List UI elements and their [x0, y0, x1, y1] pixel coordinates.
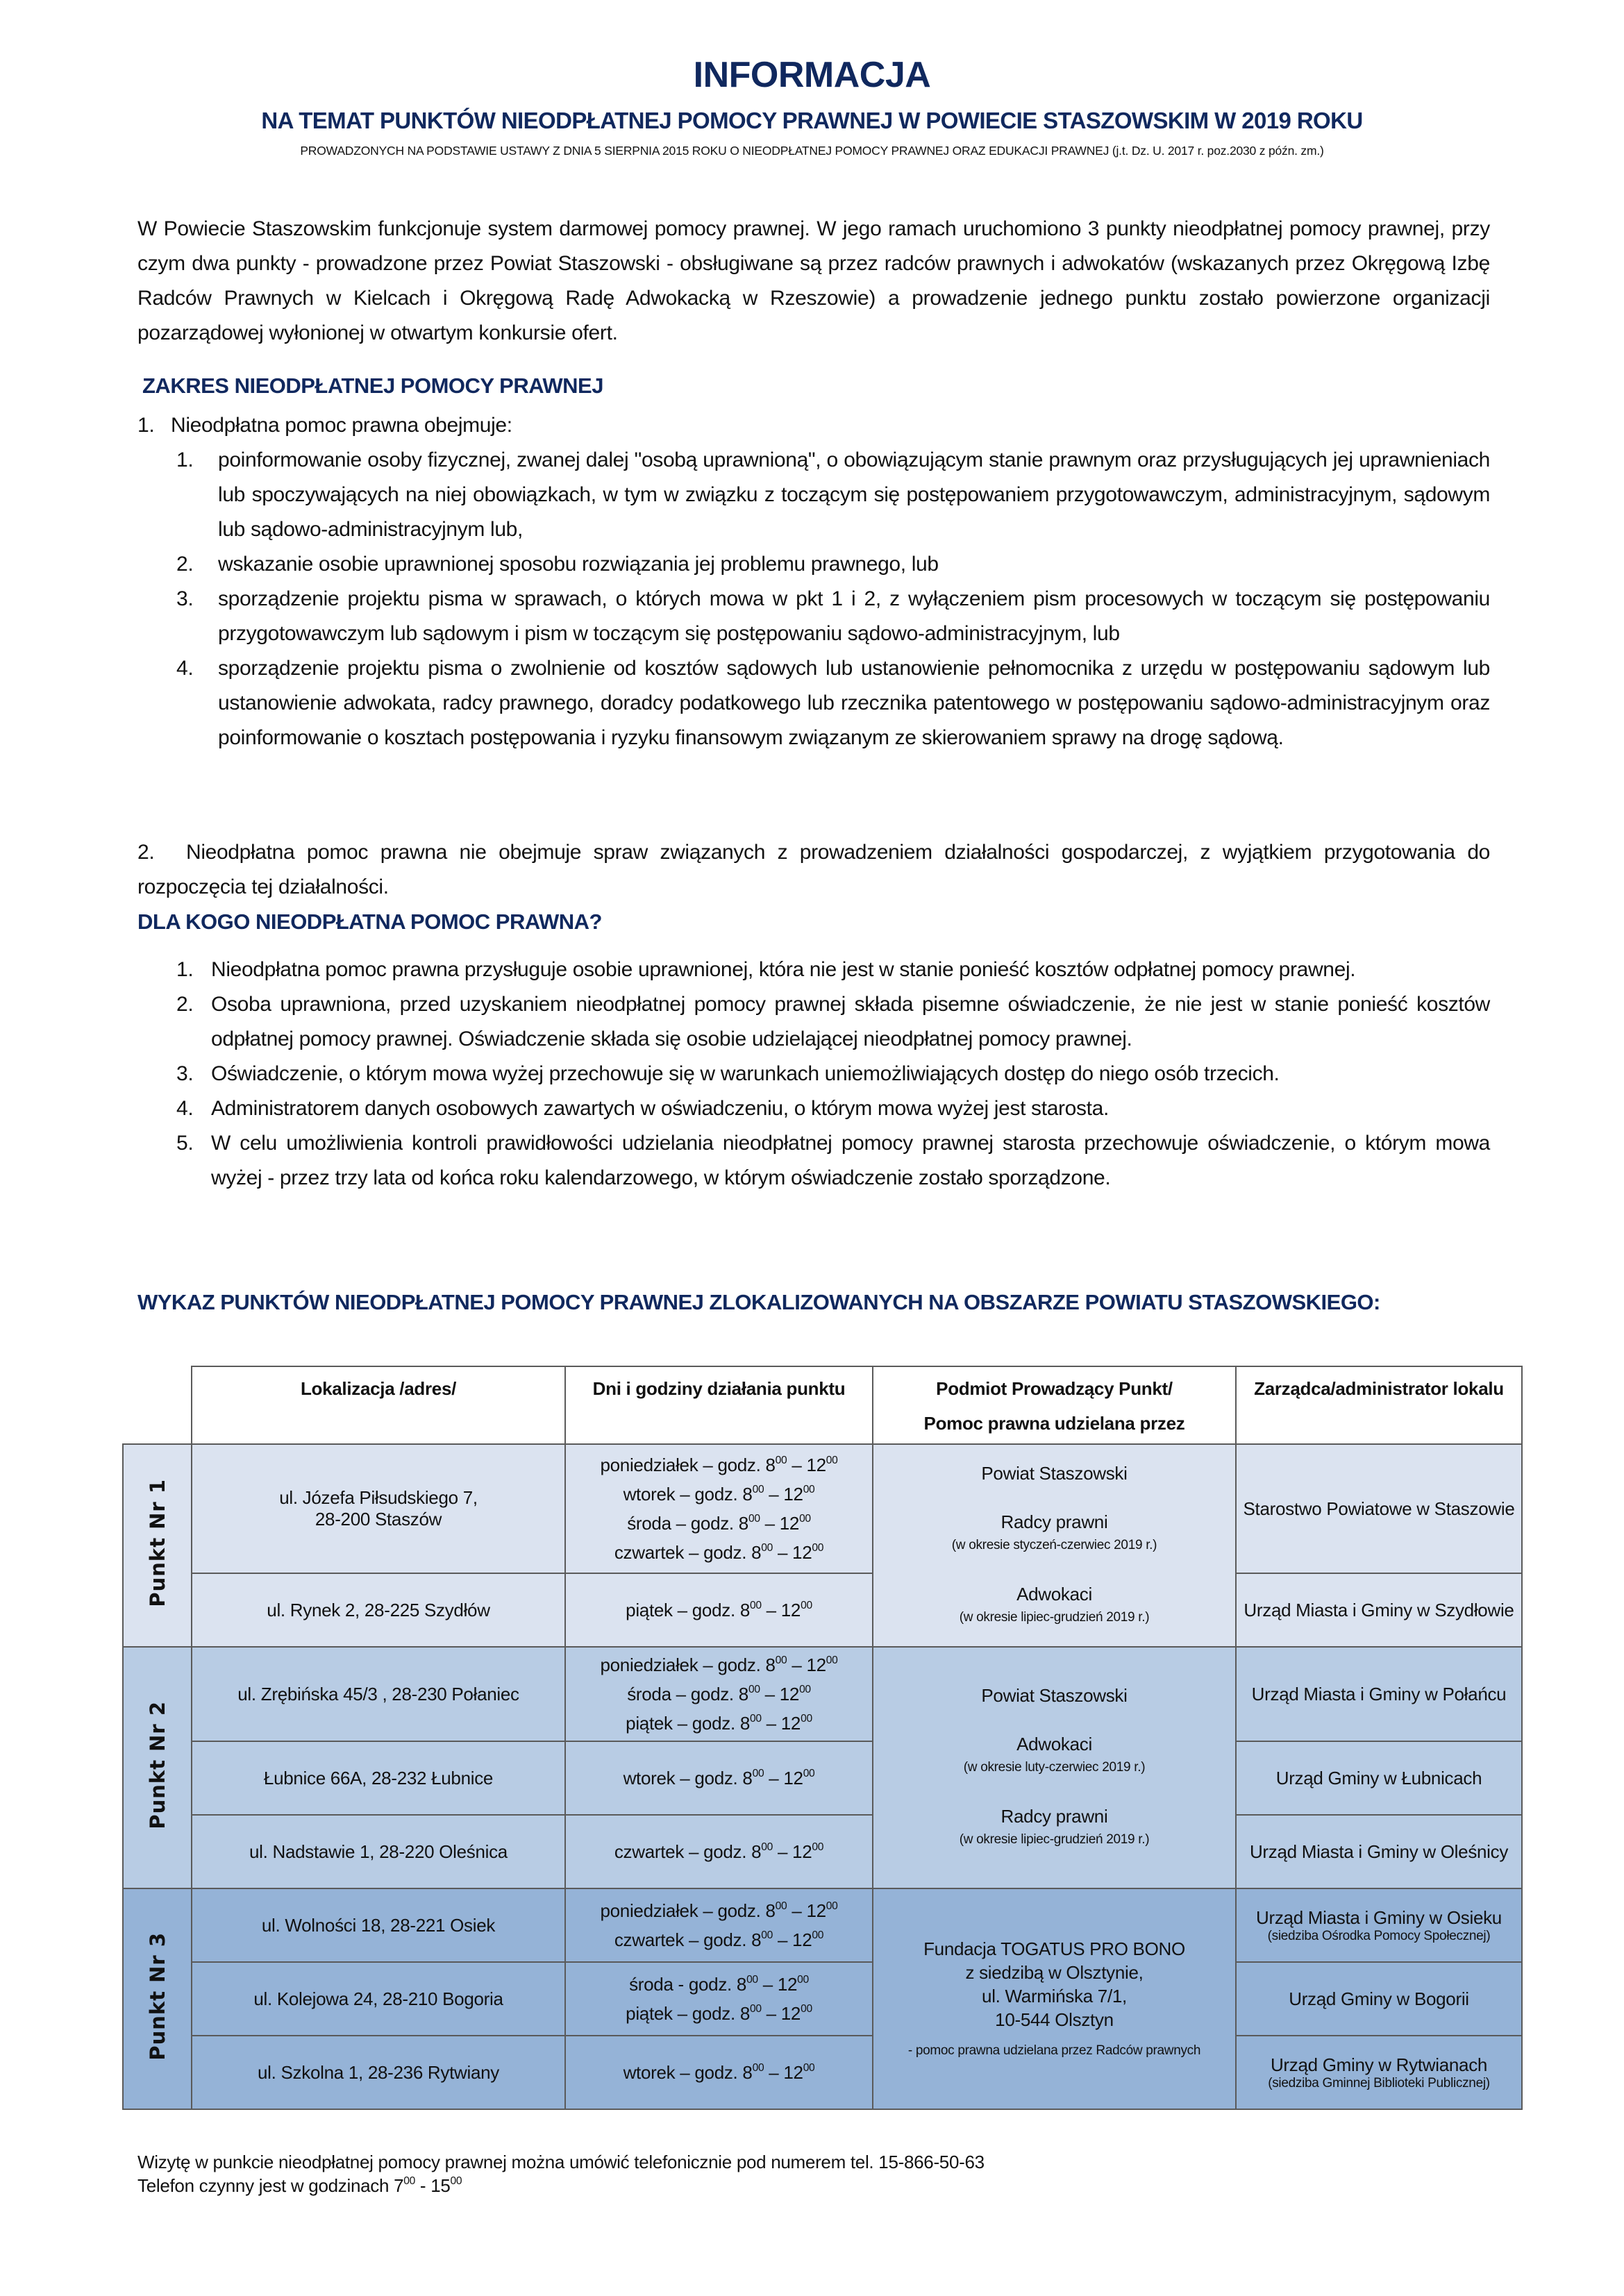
table-row [123, 1888, 1522, 1962]
address-line-2: 28-200 Staszów [315, 1509, 442, 1530]
time-from-minutes: 00 [746, 1974, 758, 1986]
hours-cell [565, 1962, 873, 2036]
list-number: 2. [176, 993, 194, 1016]
time-from: 8 [765, 1455, 776, 1475]
weekday: czwartek – [614, 1841, 699, 1862]
operator-note: - pomoc prawna udzielana przez Radców prawnych [907, 2043, 1201, 2058]
weekday: piątek – [626, 2003, 687, 2024]
time-from: 8 [738, 1513, 748, 1534]
list-text: sporządzenie projektu pisma o zwolnienie od kosztów sądowych lub ustanowienie pełnomocnika z urzędu w postępowaniu sądowym lub ustanowienie adwokata, radcy prawnego, doradcy podatkowego lub rzecznika patentowego w postępowaniu sądowo-administracyjnym oraz poinformowanie o kosztach postępowania i ryzyku finansowym związanym ze skierowaniem sprawy na drogę sądową. [218, 657, 1490, 749]
time-to: 12 [806, 1654, 826, 1675]
list-text: W celu umożliwienia kontroli prawidłowości udzielania nieodpłatnej pomocy prawnej starosta przechowuje oświadczenie, o którym mowa wyżej - przez trzy lata od końca roku kalendarzowego, w którym oświadczenie zostało sporządzone. [211, 1132, 1490, 1189]
operator-name: Powiat Staszowski [981, 1463, 1128, 1484]
list-item [176, 987, 1490, 1057]
table-row [123, 1741, 1522, 1815]
operator-line: ul. Warmińska 7/1, [982, 1986, 1127, 2006]
admin-name: Urząd Miasta i Gminy w Szydłowie [1244, 1599, 1514, 1620]
table-row [123, 1573, 1522, 1647]
opening-hours-entry: wtorek – godz. $8^{00} - 12^{00}$ [623, 1484, 815, 1505]
time-from-minutes: 00 [748, 1684, 760, 1696]
time-from: 8 [765, 1900, 776, 1921]
time-to-minutes: 00 [812, 1929, 824, 1942]
time-to: 12 [806, 1455, 826, 1475]
time-from: 8 [738, 1684, 748, 1704]
operator-line: 10-544 Olsztyn [995, 2009, 1114, 2030]
document-subtitle: NA TEMAT PUNKTÓW NIEODPŁATNEJ POMOCY PRAWNEJ W POWIECIE STASZOWSKIM W 2019 ROKU [261, 108, 1363, 133]
time-from: 8 [751, 1542, 762, 1563]
provider-type: Adwokaci [1016, 1584, 1092, 1604]
column-header-operator [873, 1366, 1236, 1444]
admin-cell [1236, 1741, 1522, 1815]
operator-name: Powiat Staszowski [981, 1685, 1128, 1706]
address-line-1: Łubnice 66A, 28-232 Łubnice [263, 1767, 494, 1788]
time-from-minutes: 00 [761, 1841, 773, 1854]
operator-cell [873, 1647, 1236, 1888]
hours-cell [565, 1815, 873, 1888]
address-cell [192, 1888, 565, 1962]
time-from: 8 [765, 1654, 776, 1675]
hours-cell [565, 1573, 873, 1647]
time-to: 12 [780, 2003, 801, 2024]
punkt-label: Punkt Nr 1 [145, 1479, 169, 1607]
admin-name: Urząd Gminy w Rytwianach [1270, 2054, 1488, 2075]
time-to-minutes: 00 [799, 1513, 811, 1525]
hours-prefix: godz. [717, 1900, 761, 1921]
section-heading-zakres: ZAKRES NIEODPŁATNEJ POMOCY PRAWNEJ [142, 374, 603, 398]
time-to: 12 [779, 1513, 800, 1534]
address-line-1: ul. Wolności 18, 28-221 Osiek [261, 1914, 496, 1936]
provider-type: Radcy prawni [1001, 1511, 1108, 1532]
weekday: poniedziałek – [600, 1654, 713, 1675]
time-from: 8 [751, 1841, 762, 1862]
admin-note: (siedziba Ośrodka Pomocy Społecznej) [1267, 1928, 1491, 1943]
opening-hours-entry: czwartek – godz. $8^{00} - 12^{00}$ [614, 1929, 824, 1950]
hours-prefix: godz. [694, 1768, 738, 1788]
list-item [176, 443, 1490, 547]
admin-cell [1236, 1647, 1522, 1741]
operator-cell [873, 1888, 1236, 2109]
admin-name: Urząd Miasta i Gminy w Połańcu [1251, 1683, 1507, 1704]
punkt-label: Punkt Nr 2 [145, 1701, 169, 1829]
time-from-minutes: 00 [775, 1455, 787, 1467]
weekday: środa - [629, 1974, 684, 1995]
list-number: 4. [176, 657, 194, 680]
list-item [176, 1091, 1490, 1126]
zakres-sublist [176, 443, 1490, 755]
opening-hours-entry: piątek – godz. $8^{00} - 12^{00}$ [626, 2003, 812, 2024]
list-item [176, 582, 1490, 651]
address-cell [192, 2036, 565, 2109]
time-from: 8 [739, 1713, 750, 1734]
time-from: 8 [751, 1929, 762, 1950]
operator-line: Fundacja TOGATUS PRO BONO [923, 1938, 1185, 1959]
time-to-minutes: 00 [801, 1600, 812, 1612]
time-to: 12 [792, 1542, 812, 1563]
time-from: 8 [739, 2003, 750, 2024]
time-to-minutes: 00 [799, 1684, 811, 1696]
hours-prefix: godz. [703, 1929, 747, 1950]
list-number: 5. [176, 1132, 194, 1155]
time-to-minutes: 00 [803, 1768, 815, 1780]
time-to: 12 [777, 1974, 798, 1995]
admin-cell [1236, 1888, 1522, 1962]
weekday: poniedziałek – [600, 1900, 713, 1921]
intro-paragraph [137, 212, 1490, 351]
column-header-operator-line1: Podmiot Prowadzący Punkt/ [936, 1378, 1173, 1399]
table-row [123, 1647, 1522, 1741]
legal-basis-note: PROWADZONYCH NA PODSTAWIE USTAWY Z DNIA 5 SIERPNIA 2015 ROKU O NIEODPŁATNEJ POMOCY PRAWNEJ ORAZ EDUKACJI PRAWNEJ (j.t. Dz. U. 2017 r. poz.2030 z późn. zm.) [300, 144, 1324, 158]
provider-period: (w okresie luty-czerwiec 2019 r.) [963, 1760, 1146, 1775]
time-to-minutes: 00 [826, 1654, 838, 1667]
table-header-row [123, 1366, 1522, 1444]
time-from-minutes: 00 [748, 1513, 760, 1525]
zakres-point-2 [137, 835, 1490, 905]
address-line-1: ul. Zrębińska 45/3 , 28-230 Połaniec [237, 1683, 519, 1704]
time-to: 12 [780, 1600, 801, 1620]
list-text: Oświadczenie, o którym mowa wyżej przechowuje się w warunkach uniemożliwiających dostęp do niego osób trzecich. [211, 1062, 1280, 1085]
list-number: 1. [176, 449, 194, 471]
list-text: Osoba uprawniona, przed uzyskaniem nieodpłatnej pomocy prawnej składa pisemne oświadczenie, że nie jest w stanie ponieść kosztów odpłatnej pomocy prawnej. Oświadczenie składa się osobie udzielającej nieodpłatnej pomocy prawnej. [211, 993, 1490, 1050]
table-row [123, 1815, 1522, 1888]
hours-prefix: godz. [703, 1542, 747, 1563]
time-from: 8 [739, 1600, 750, 1620]
time-to: 12 [783, 1768, 803, 1788]
weekday: środa – [627, 1513, 686, 1534]
intro-text: W Powiecie Staszowskim funkcjonuje system darmowej pomocy prawnej. W jego ramach uruchomiono 3 punkty nieodpłatnej pomocy prawnej, przy czym dwa punkty - prowadzone przez Powiat Staszowski - obsługiwane są przez radców prawnych i adwokatów (wskazanych przez Okręgową Izbę Radców Prawnych w Kielcach i Okręgową Radę Adwokacką w Rzeszowie) a prowadzenie jednego punktu zostało powierzone organizacji pozarządowej wyłonionej w otwartym konkursie ofert. [137, 217, 1490, 344]
hours-prefix: godz. [690, 1513, 734, 1534]
legal-aid-points-table [122, 1366, 1523, 2110]
address-line-1: ul. Rynek 2, 28-225 Szydłów [267, 1599, 490, 1620]
weekday: czwartek – [614, 1929, 699, 1950]
address-line-1: ul. Nadstawie 1, 28-220 Oleśnica [249, 1841, 508, 1862]
list-number: 2. [137, 841, 155, 864]
hours-cell [565, 1444, 873, 1573]
address-line-1: ul. Józefa Piłsudskiego 7, [279, 1487, 478, 1508]
time-to: 12 [806, 1900, 826, 1921]
time-to-minutes: 00 [803, 2062, 815, 2075]
list-number: 2. [176, 553, 194, 576]
provider-period: (w okresie lipiec-grudzień 2019 r.) [959, 1610, 1150, 1625]
time-from-minutes: 00 [749, 2003, 762, 2016]
admin-name: Urząd Miasta i Gminy w Osieku [1256, 1907, 1502, 1928]
time-from-minutes: 00 [749, 1600, 762, 1612]
weekday: wtorek – [623, 2062, 690, 2083]
opening-hours-entry: piątek – godz. $8^{00} - 12^{00}$ [626, 1713, 812, 1734]
time-to: 12 [783, 1484, 803, 1505]
table-row [123, 1444, 1522, 1573]
hours-to-minutes: 00 [450, 2175, 462, 2188]
address-cell [192, 1962, 565, 2036]
time-to-minutes: 00 [826, 1900, 838, 1913]
list-item [176, 1057, 1490, 1091]
weekday: środa – [627, 1684, 686, 1704]
column-header-hours: Dni i godziny działania punktu [565, 1366, 873, 1444]
hours-separator: - [415, 2175, 431, 2196]
admin-cell [1236, 1962, 1522, 2036]
hours-prefix: godz. [692, 1713, 735, 1734]
weekday: piątek – [626, 1713, 687, 1734]
footer-hours-label: Telefon czynny jest w godzinach [137, 2175, 394, 2196]
address-line-1: ul. Szkolna 1, 28-236 Rytwiany [258, 2061, 499, 2083]
dla-kogo-list [176, 953, 1490, 1196]
opening-hours-entry: środa – godz. $8^{00} - 12^{00}$ [627, 1513, 811, 1534]
hours-prefix: godz. [694, 2062, 738, 2083]
address-cell [192, 1573, 565, 1647]
list-item [176, 1126, 1490, 1196]
hours-from-minutes: 00 [403, 2175, 415, 2188]
address-cell [192, 1741, 565, 1815]
list-text: Nieodpłatna pomoc prawna obejmuje: [171, 414, 512, 437]
table-row [123, 1962, 1522, 2036]
admin-note: (siedziba Gminnej Biblioteki Publicznej) [1268, 2075, 1490, 2090]
address-cell [192, 1647, 565, 1741]
time-from: 8 [742, 1484, 753, 1505]
hours-prefix: godz. [694, 1484, 738, 1505]
admin-cell [1236, 2036, 1522, 2109]
opening-hours-entry: piątek – godz. $8^{00} - 12^{00}$ [626, 1600, 812, 1620]
list-item [176, 953, 1490, 987]
weekday: wtorek – [623, 1768, 690, 1788]
punkt-label: Punkt Nr 3 [145, 1932, 169, 2061]
weekday: wtorek – [623, 1484, 690, 1505]
list-number: 1. [137, 414, 155, 437]
list-number: 4. [176, 1097, 194, 1120]
list-text: poinformowanie osoby fizycznej, zwanej dalej "osobą uprawnioną", o obowiązującym stanie prawnym oraz przysługujących jej uprawnieniach lub spoczywających na niej obowiązkach, w tym w związku z toczącym się postępowaniem przygotowawczym, administracyjnym, sądowym lub sądowo-administracyjnym lub, [218, 449, 1490, 541]
time-to-minutes: 00 [801, 1713, 812, 1725]
opening-hours-entry: poniedziałek – godz. $8^{00} - 12^{00}$ [600, 1900, 838, 1921]
hours-to: 15 [430, 2175, 451, 2196]
punkt-label-cell [123, 1888, 192, 2109]
table-body [123, 1444, 1522, 2109]
weekday: czwartek – [614, 1542, 699, 1563]
time-to: 12 [779, 1684, 800, 1704]
section-heading-wykaz: WYKAZ PUNKTÓW NIEODPŁATNEJ POMOCY PRAWNEJ ZLOKALIZOWANYCH NA OBSZARZE POWIATU STASZOWSKIEGO: [137, 1290, 1380, 1314]
hours-prefix: godz. [717, 1455, 761, 1475]
admin-name: Urząd Gminy w Łubnicach [1275, 1767, 1482, 1788]
list-text: Administratorem danych osobowych zawartych w oświadczeniu, o którym mowa wyżej jest starosta. [211, 1097, 1109, 1120]
opening-hours-entry: środa - godz. $8^{00} - 12^{00}$ [629, 1974, 809, 1995]
time-from: 8 [736, 1974, 747, 1995]
opening-hours-entry: wtorek – godz. $8^{00} - 12^{00}$ [623, 2062, 815, 2083]
list-text: Nieodpłatna pomoc prawna przysługuje osobie uprawnionej, która nie jest w stanie ponieść kosztów odpłatnej pomocy prawnej. [211, 958, 1356, 981]
time-to: 12 [792, 1929, 812, 1950]
list-item [176, 547, 1490, 582]
list-text: wskazanie osobie uprawnionej sposobu rozwiązania jej problemu prawnego, lub [218, 553, 939, 576]
provider-type: Radcy prawni [1001, 1806, 1108, 1827]
opening-hours-entry: poniedziałek – godz. $8^{00} - 12^{00}$ [600, 1455, 838, 1475]
time-to-minutes: 00 [812, 1841, 824, 1854]
opening-hours-entry: czwartek – godz. $8^{00} - 12^{00}$ [614, 1841, 824, 1862]
time-from-minutes: 00 [775, 1654, 787, 1667]
hours-cell [565, 2036, 873, 2109]
opening-hours-entry: czwartek – godz. $8^{00} - 12^{00}$ [614, 1542, 824, 1563]
hours-prefix: godz. [703, 1841, 747, 1862]
punkt-label-cell [123, 1647, 192, 1888]
hours-prefix: godz. [688, 1974, 732, 1995]
admin-cell [1236, 1444, 1522, 1573]
zakres-point-1 [137, 408, 1490, 443]
time-to: 12 [780, 1713, 801, 1734]
hours-prefix: godz. [717, 1654, 761, 1675]
time-from-minutes: 00 [775, 1900, 787, 1913]
admin-name: Urząd Gminy w Bogorii [1289, 1988, 1469, 2009]
hours-prefix: godz. [690, 1684, 734, 1704]
time-to-minutes: 00 [797, 1974, 809, 1986]
opening-hours-entry: środa – godz. $8^{00} - 12^{00}$ [627, 1684, 811, 1704]
time-to-minutes: 00 [826, 1455, 838, 1467]
operator-line: z siedzibą w Olsztynie, [965, 1962, 1144, 1983]
opening-hours-entry: wtorek – godz. $8^{00} - 12^{00}$ [623, 1768, 815, 1788]
list-number: 1. [176, 958, 194, 981]
section-heading-dla-kogo: DLA KOGO NIEODPŁATNA POMOC PRAWNA? [137, 910, 602, 934]
provider-period: (w okresie lipiec-grudzień 2019 r.) [959, 1832, 1150, 1847]
hours-cell [565, 1741, 873, 1815]
list-number: 3. [176, 587, 194, 610]
admin-name: Starostwo Powiatowe w Staszowie [1243, 1498, 1515, 1519]
hours-prefix: godz. [692, 1600, 735, 1620]
time-from-minutes: 00 [761, 1929, 773, 1942]
time-from-minutes: 00 [749, 1713, 762, 1725]
time-to: 12 [783, 2062, 803, 2083]
list-number: 3. [176, 1062, 194, 1085]
footer-hours-line [137, 2174, 985, 2197]
time-from: 8 [742, 1768, 753, 1788]
time-from-minutes: 00 [752, 2062, 764, 2075]
punkt-label-cell [123, 1444, 192, 1647]
column-header-location: Lokalizacja /adres/ [192, 1366, 565, 1444]
address-line-1: ul. Kolejowa 24, 28-210 Bogoria [253, 1988, 503, 2009]
time-from-minutes: 00 [752, 1484, 764, 1496]
address-cell [192, 1444, 565, 1573]
column-header-operator-line2: Pomoc prawna udzielana przez [923, 1413, 1185, 1434]
time-to-minutes: 00 [812, 1542, 824, 1555]
opening-hours-entry: poniedziałek – godz. $8^{00} - 12^{00}$ [600, 1654, 838, 1675]
time-from-minutes: 00 [752, 1768, 764, 1780]
table-row [123, 2036, 1522, 2109]
address-cell [192, 1815, 565, 1888]
admin-cell [1236, 1815, 1522, 1888]
weekday: piątek – [626, 1600, 687, 1620]
hours-cell [565, 1647, 873, 1741]
document-title: INFORMACJA [693, 55, 931, 95]
header-blank-cell [123, 1366, 192, 1444]
provider-period: (w okresie styczeń-czerwiec 2019 r.) [951, 1538, 1157, 1552]
operator-cell [873, 1444, 1236, 1647]
list-item [176, 651, 1490, 755]
time-to: 12 [792, 1841, 812, 1862]
column-header-admin: Zarządca/administrator lokalu [1236, 1366, 1522, 1444]
footer-contact [137, 2150, 985, 2197]
hours-prefix: godz. [692, 2003, 735, 2024]
provider-type: Adwokaci [1016, 1734, 1092, 1754]
weekday: poniedziałek – [600, 1455, 713, 1475]
time-from-minutes: 00 [761, 1542, 773, 1555]
hours-from: 7 [394, 2175, 404, 2196]
admin-cell [1236, 1573, 1522, 1647]
footer-phone-line: Wizytę w punkcie nieodpłatnej pomocy prawnej można umówić telefonicznie pod numerem tel. 15-866-50-63 [137, 2152, 985, 2172]
hours-cell [565, 1888, 873, 1962]
time-to-minutes: 00 [803, 1484, 815, 1496]
list-text: sporządzenie projektu pisma w sprawach, o których mowa w pkt 1 i 2, z wyłączeniem pism procesowych w toczącym się postępowaniu przygotowawczym lub sądowym i pism w toczącym się postępowaniu sądowo-administracyjnym, lub [218, 587, 1490, 645]
admin-name: Urząd Miasta i Gminy w Oleśnicy [1249, 1841, 1509, 1862]
time-from: 8 [742, 2062, 753, 2083]
list-text: Nieodpłatna pomoc prawna nie obejmuje spraw związanych z prowadzeniem działalności gospodarczej, z wyjątkiem przygotowania do rozpoczęcia tej działalności. [137, 841, 1490, 898]
time-to-minutes: 00 [801, 2003, 812, 2016]
